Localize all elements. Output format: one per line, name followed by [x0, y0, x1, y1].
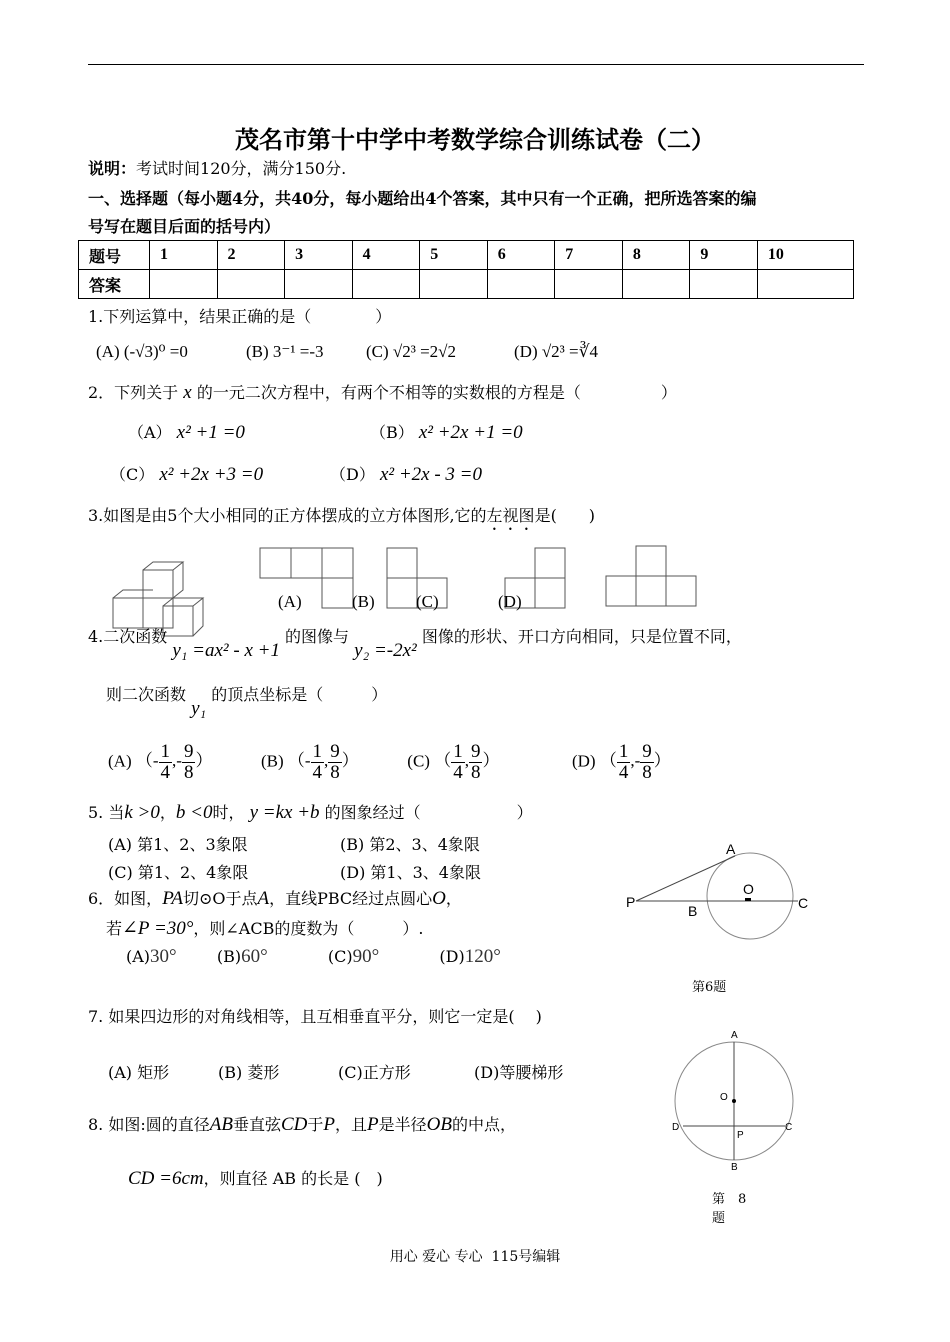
q2-option-a	[128, 420, 245, 444]
note-text: 考试时间120分，满分150分.	[136, 159, 347, 178]
answer-label-cell: 答案	[79, 270, 150, 299]
q6-fig-label-a: A	[726, 841, 736, 857]
q2-option-c	[110, 462, 263, 486]
q3-emph: 左视图	[486, 506, 535, 525]
q5-cond2: b <0	[175, 802, 213, 823]
q2-stem-pre: 2．下列关于	[88, 383, 179, 402]
q6-opt-a-val: 30°	[150, 946, 177, 967]
number-cell: 10	[757, 241, 853, 270]
answer-cell[interactable]	[487, 270, 555, 299]
q4-line2-pre: 则二次函数	[106, 685, 187, 704]
q8-fig-label-a: A	[731, 1030, 738, 1041]
q6-point-o: O	[432, 888, 446, 909]
q6-opt-c-label: (C)	[327, 947, 353, 966]
q1-stem: 1.下列运算中，结果正确的是（ ）	[88, 307, 392, 326]
q5-mid: 时，	[212, 803, 245, 822]
q6-fig-label-b: B	[688, 903, 698, 919]
q6-stem-mid: 切⊙O于点	[182, 889, 258, 908]
q6-fig-label-p: P	[626, 894, 636, 910]
q7-stem: 7. 如果四边形的对角线相等，且互相垂直平分，则它一定是( )	[88, 1007, 542, 1026]
number-cell: 3	[285, 241, 353, 270]
q4-stem	[88, 624, 742, 661]
q3-stem-post: 是( )	[534, 506, 596, 525]
q2-option-d	[330, 462, 482, 486]
q4-opt-a	[108, 741, 217, 783]
q8-figure	[668, 1026, 808, 1176]
q6-stem-mid2: ，直线PBC经过点圆心	[269, 889, 433, 908]
q4-opt-b-val: （- $\frac{1}{4}$ , $\frac{9}{8}$ ）	[287, 741, 359, 783]
header-cell: 题号	[79, 241, 150, 270]
q5-option-d: (D) 第1、3、4象限	[340, 863, 481, 882]
header-rule	[88, 64, 864, 65]
number-cell: 7	[555, 241, 623, 270]
q3-label-d: (D)	[498, 592, 522, 611]
q6-figure	[620, 838, 820, 958]
q2-d-eq: x² +2x - 3 =0	[379, 464, 482, 485]
q2-stem	[88, 380, 677, 404]
q8-fig-label-d: D	[672, 1122, 680, 1133]
q4-line2	[106, 682, 388, 719]
q4-stem-pre: 4.二次函数	[88, 627, 168, 646]
number-cell: 4	[352, 241, 420, 270]
section1-heading-line2: 号写在题目后面的括号内）	[88, 217, 281, 236]
number-cell: 2	[217, 241, 285, 270]
q8-mid4: 是半径	[378, 1115, 427, 1134]
q2-b-label: （B）	[370, 423, 414, 442]
q6-point-a: A	[257, 888, 270, 909]
q8-stem-pre: 8. 如图:圆的直径	[88, 1115, 210, 1134]
q6-pa: PA	[162, 888, 183, 909]
q2-b-eq: x² +2x +1 =0	[418, 422, 523, 443]
q8-stem	[88, 1112, 516, 1136]
q4-opt-b-label: (B)	[260, 751, 284, 771]
q5-option-b: (B) 第2、3、4象限	[340, 835, 480, 854]
q3-figure-d	[600, 540, 710, 620]
number-cell: 5	[420, 241, 488, 270]
q4-opt-c	[407, 741, 503, 783]
page-title: 茂名市第十中学中考数学综合训练试卷（二）	[235, 125, 715, 154]
q7-option-c: (C)正方形	[338, 1063, 411, 1082]
answer-cell[interactable]	[217, 270, 285, 299]
q6-opt-a-label: (A)	[126, 947, 151, 966]
q8-line2-eq: CD =6cm	[128, 1168, 204, 1189]
q3-label-a: (A)	[278, 592, 302, 611]
answer-table-answer-row	[79, 270, 854, 299]
q4-line2-post: 的顶点坐标是（ ）	[211, 685, 388, 704]
answer-cell[interactable]	[690, 270, 758, 299]
q3-label-b: (B)	[352, 592, 375, 611]
q4-opt-a-label: (A)	[108, 751, 132, 771]
q8-mid2: 于	[307, 1115, 324, 1134]
q8-line2	[128, 1166, 383, 1190]
answer-cell[interactable]	[420, 270, 488, 299]
number-cell: 1	[150, 241, 218, 270]
q4-f1: y₁ =ax² - x +1	[172, 640, 280, 661]
number-cell: 6	[487, 241, 555, 270]
q4-line2-var: y₁	[191, 698, 207, 719]
q4-opt-c-val: （ $\frac{1}{4}$ , $\frac{9}{8}$ ）	[434, 741, 500, 783]
q2-c-eq: x² +2x +3 =0	[159, 464, 264, 485]
q8-p2: P	[367, 1114, 379, 1135]
q8-cd: CD	[280, 1114, 308, 1135]
note-label: 说明：	[88, 159, 137, 178]
q8-p: P	[323, 1114, 336, 1135]
q4-opt-c-label: (C)	[407, 751, 430, 771]
q4-mid: 的图像与	[285, 627, 350, 646]
q3-stem-pre: 3.如图是由5个大小相同的正方体摆成的立方体图形,它的	[88, 506, 487, 525]
q6-caption: 第6题	[692, 980, 727, 995]
q6-opt-b-label: (B)	[216, 947, 242, 966]
q5-cond1: k >0	[124, 802, 160, 823]
q3-view-a	[260, 548, 353, 608]
q4-opt-b	[260, 741, 363, 783]
q6-fig-label-c: C	[798, 895, 809, 911]
q8-ob: OB	[426, 1114, 452, 1135]
q8-caption-line1: 第 8	[712, 1192, 747, 1207]
q3-stem	[88, 503, 595, 534]
q4-opt-d-val: （ $\frac{1}{4}$ ,- $\frac{9}{8}$ ）	[599, 741, 671, 783]
q6-options	[126, 946, 501, 968]
answer-cell[interactable]	[757, 270, 853, 299]
q6-angle: ∠P =30°	[122, 918, 194, 939]
number-cell: 8	[622, 241, 690, 270]
q5-sep: ，	[159, 803, 176, 822]
q6-fig-label-o: O	[743, 881, 754, 897]
q5-option-a: (A) 第1、2、3象限	[108, 835, 248, 854]
answer-table-header-row	[79, 241, 854, 270]
q8-mid3: ，且	[335, 1115, 368, 1134]
q4-options	[108, 742, 671, 783]
q6-line2	[106, 916, 423, 940]
q2-option-b	[370, 420, 523, 444]
q5-stem	[88, 800, 533, 824]
q5-stem-post: 的图象经过（ ）	[324, 803, 533, 822]
q6-opt-c-val: 90°	[352, 946, 380, 967]
q8-fig-label-p: P	[737, 1130, 744, 1141]
q8-fig-label-o: O	[720, 1092, 728, 1103]
exam-note	[88, 156, 346, 179]
answer-cell[interactable]	[285, 270, 353, 299]
answer-cell[interactable]	[555, 270, 623, 299]
q1-option-a: (A) (-√3)⁰ =0	[96, 342, 188, 361]
q4-opt-d	[571, 741, 671, 783]
q6-stem	[88, 886, 462, 910]
q2-a-eq: x² +1 =0	[176, 422, 245, 443]
q5-option-c: (C) 第1、2、4象限	[108, 863, 249, 882]
q4-opt-a-val: （- $\frac{1}{4}$ ,- $\frac{9}{8}$ ）	[135, 741, 213, 783]
q8-mid1: 垂直弦	[232, 1115, 281, 1134]
q7-option-d: (D)等腰梯形	[474, 1063, 564, 1082]
q2-d-label: （D）	[330, 465, 375, 484]
q5-stem-pre: 5. 当	[88, 803, 125, 822]
q6-opt-d-val: 120°	[464, 946, 501, 967]
q2-a-label: （A）	[128, 423, 172, 442]
q3-label-c: (C)	[416, 592, 439, 611]
page-footer: 用心 爱心 专心 115号编辑	[389, 1249, 561, 1265]
answer-cell[interactable]	[150, 270, 218, 299]
answer-table	[78, 240, 854, 299]
q5-eq: y =kx +b	[249, 802, 320, 823]
q2-c-label: （C）	[110, 465, 155, 484]
q6-stem-end: ，	[445, 889, 462, 908]
q6-opt-d-label: (D)	[439, 947, 465, 966]
q1-option-b: (B) 3⁻¹ =-3	[246, 342, 324, 361]
q7-option-b: (B) 菱形	[218, 1063, 280, 1082]
q7-option-a: (A) 矩形	[108, 1063, 170, 1082]
number-cell: 9	[690, 241, 758, 270]
q6-stem-pre: 6．如图，	[88, 889, 163, 908]
q8-fig-label-c: C	[785, 1122, 793, 1133]
q2-stem-post: 的一元二次方程中，有两个不相等的实数根的方程是（ ）	[196, 383, 677, 402]
q8-stem-post: 的中点，	[451, 1115, 516, 1134]
answer-cell[interactable]	[352, 270, 420, 299]
answer-cell[interactable]	[622, 270, 690, 299]
q8-ab: AB	[209, 1114, 233, 1135]
q8-caption-line2: 题	[712, 1211, 726, 1226]
section1-heading-line1: 一、选择题（每小题4分，共40分，每小题给出4个答案，其中只有一个正确，把所选答案的编	[88, 189, 757, 208]
q8-line2-post: ，则直径 AB 的长是 ( )	[203, 1169, 383, 1188]
q4-stem-post: 图像的形状、开口方向相同，只是位置不同，	[421, 627, 742, 646]
q1-option-d: (D) √2³ =∛4	[514, 342, 598, 361]
q4-opt-d-label: (D)	[571, 751, 596, 771]
q6-line2-post: ，则∠ACB的度数为（ ）.	[193, 919, 424, 938]
q6-line2-pre: 若	[106, 919, 123, 938]
q8-fig-label-b: B	[731, 1162, 738, 1173]
q2-var: x	[183, 382, 192, 403]
q4-f2: y₂ =-2x²	[354, 640, 417, 661]
q1-option-c: (C) √2³ =2√2	[366, 342, 457, 361]
q6-opt-b-val: 60°	[241, 946, 268, 967]
